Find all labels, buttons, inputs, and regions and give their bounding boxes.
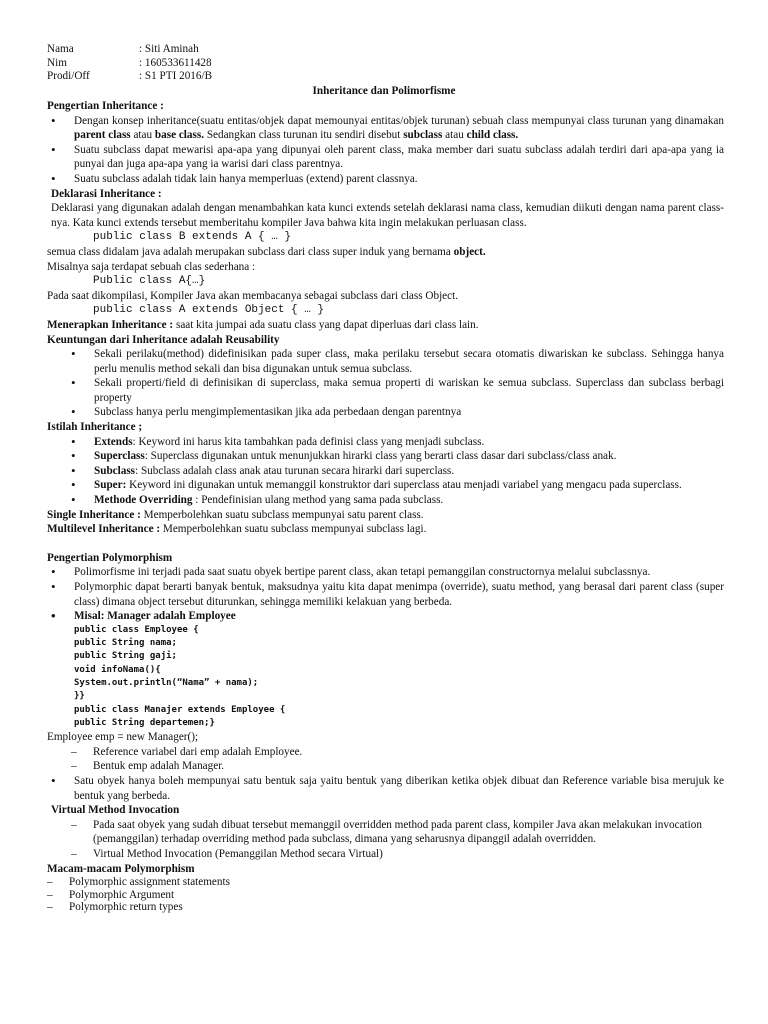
paragraph-single-inheritance — [47, 508, 724, 523]
document-body — [47, 99, 724, 914]
code-snippet: public class B extends A { … } — [93, 231, 292, 244]
inheritance-bullets — [47, 114, 724, 187]
code-line: }} — [74, 691, 85, 702]
text: Memperbolehkan suatu subclass mempunyai subclass lagi. — [160, 523, 427, 536]
bold-text: Single Inheritance : — [47, 508, 141, 521]
emp-dash-list — [47, 745, 724, 774]
code-line: public class Employee { — [74, 624, 199, 635]
spacer — [47, 537, 724, 551]
definition: : Subclass adalah class anak atau turunan secara hirarki dari superclass. — [135, 464, 455, 477]
code-line: public String nama; — [74, 638, 177, 649]
info-row-nama — [47, 42, 212, 56]
list-item — [67, 478, 724, 493]
code-snippet: public class A extends Object { … } — [93, 304, 325, 317]
list-item — [47, 114, 724, 143]
keuntungan-bullets — [47, 347, 724, 420]
text: Sedangkan class turunan itu sendiri disebut — [204, 129, 404, 142]
bold-text: object. — [453, 245, 486, 258]
definition: : Pendefinisian ulang method yang sama pada subclass. — [192, 494, 444, 507]
info-label: Nama — [47, 43, 74, 55]
list-item: • Misal: Manager adalah Employee — [47, 609, 724, 624]
code-line: public String departemen;} — [74, 717, 215, 728]
text: semua class didalam java adalah merupakan subclass dari class super induk yang bernama — [47, 245, 454, 258]
term: Super: — [94, 479, 127, 492]
list-item: • Polymorphic dapat berarti banyak bentuk, maksudnya yaitu kita dapat menimpa (override), suatu method, yang berasal dari parent class (super class) dimana object tersebut diturunkan, sehingga memiliki kelakuan yang berbeda. — [47, 580, 724, 609]
polymorphism-bullets — [47, 565, 724, 623]
info-value: : S1 PTI 2016/B — [139, 70, 213, 83]
text: Memperbolehkan suatu subclass mempunyai satu parent class. — [140, 508, 424, 521]
code-line: public String gaji; — [74, 651, 177, 662]
list-item: – Polymorphic return types — [47, 901, 724, 914]
paragraph — [47, 245, 724, 260]
text: atau — [442, 129, 467, 142]
term: Extends — [94, 435, 133, 448]
info-value: : Siti Aminah — [139, 43, 199, 55]
bold-text: parent class — [74, 129, 131, 142]
list-item: • Satu obyek hanya boleh mempunyai satu bentuk saja yaitu bentuk yang diberikan ketika objek dibuat dan Reference variable bisa merujuk ke bentuk yang berbeda. — [47, 774, 724, 803]
bold-text: Menerapkan Inheritance : — [47, 318, 174, 331]
paragraph: Pada saat dikompilasi, Kompiler Java akan membacanya sebagai subclass dari class Object. — [47, 289, 459, 302]
code-line: public class Manajer extends Employee { — [74, 704, 286, 715]
bold-text: Multilevel Inheritance : — [47, 523, 161, 536]
list-item: • Suatu subclass dapat mewarisi apa-apa yang dipunyai oleh parent class, maka member dari suatu subclass adalah terdiri dari apa-apa yang ia punyai dan juga apa-apa yang ia warisi dari class parentnya. — [47, 143, 724, 172]
student-info — [47, 42, 212, 83]
list-item: – Reference variabel dari emp adalah Employee. — [71, 745, 724, 760]
heading-deklarasi-inheritance: Deklarasi Inheritance : — [51, 187, 162, 200]
text: Dengan konsep inheritance(suatu entitas/objek dapat memounyai entitas/objek turunan) sebuah class mempunyai class turunan yang dinamakan — [74, 114, 724, 127]
term: Superclass — [94, 450, 145, 463]
definition: Keyword ini digunakan untuk memanggil konstruktor dari superclass atau menjadi variabel yang mengacu pada superclass. — [126, 479, 682, 492]
list-item: • Polimorfisme ini terjadi pada saat suatu obyek bertipe parent class, akan tetapi pemanggilan constructornya melalui subclassnya. — [47, 565, 724, 580]
list-item: • Suatu subclass adalah tidak lain hanya memperluas (extend) parent classnya. — [47, 172, 724, 187]
info-row-prodi — [47, 69, 212, 83]
paragraph-menerapkan — [47, 318, 724, 333]
term: Subclass — [94, 464, 136, 477]
info-value: : 160533611428 — [139, 56, 212, 69]
list-item: – Polymorphic Argument — [47, 889, 724, 902]
bold-text: base class. — [154, 129, 205, 142]
definition: : Keyword ini harus kita tambahkan pada definisi class yang menjadi subclass. — [132, 435, 485, 448]
heading-keuntungan: Keuntungan dari Inheritance adalah Reusability — [47, 333, 280, 346]
polymorphism-bullets-2 — [47, 774, 724, 803]
bold-text: subclass — [403, 129, 443, 142]
info-row-nim — [47, 56, 212, 70]
code-line: void infoNama(){ — [74, 664, 161, 675]
list-item: – Polymorphic assignment statements — [47, 876, 724, 889]
paragraph: Deklarasi yang digunakan adalah dengan menambahkan kata kunci extends setelah deklarasi nama class, kemudian diikuti dengan nama parent class-nya. Kata kunci extends tersebut memberitahu kompiler Java bahwa kita ingin melakukan perluasan class. — [51, 202, 724, 229]
code-snippet: Public class A{…} — [93, 275, 206, 288]
list-item: • Sekali properti/field di definisikan di superclass, maka semua properti di wariskan ke semua subclass. Superclass dan subclass berbagi property — [67, 376, 724, 405]
istilah-bullets — [47, 435, 724, 508]
definition: : Superclass digunakan untuk menunjukkan hirarki class yang berarti class dasar dari subclass/class anak. — [144, 450, 617, 463]
paragraph-multilevel-inheritance — [47, 522, 724, 537]
list-item — [67, 435, 724, 450]
heading-pengertian-inheritance: Pengertian Inheritance : — [47, 100, 164, 112]
list-item: • Subclass hanya perlu mengimplementasikan jika ada perbedaan dengan parentnya — [67, 405, 724, 420]
list-item — [67, 449, 724, 464]
bold-text: child class. — [466, 129, 519, 142]
list-item: • Sekali perilaku(method) didefinisikan pada super class, maka perilaku tersebut secara otomatis diwariskan ke subclass. Sehingga hanya perlu menulis method sekali dan bisa digunakan untuk semua subclass. — [67, 347, 724, 376]
list-item: – Pada saat obyek yang sudah dibuat tersebut memanggil overridden method pada parent class, kompiler Java akan melakukan invocation (pemanggilan) terhadap overriding method pada subclass, dimana yang seharusnya dipanggil adalah overridden. — [71, 818, 724, 847]
paragraph: Misalnya saja terdapat sebuah clas sederhana : — [47, 260, 256, 273]
text: saat kita jumpai ada suatu class yang dapat diperluas dari class lain. — [173, 318, 479, 331]
term: Methode Overriding — [94, 494, 193, 507]
macam-dash-list — [47, 876, 724, 914]
vmi-dash-list — [47, 818, 724, 862]
heading-pengertian-polymorphism: Pengertian Polymorphism — [47, 551, 173, 564]
list-item: – Bentuk emp adalah Manager. — [71, 759, 724, 774]
info-label: Nim — [47, 56, 67, 69]
text: atau — [130, 129, 155, 142]
heading-virtual-method-invocation: Virtual Method Invocation — [51, 804, 180, 817]
document-title: Inheritance dan Polimorfisme — [312, 85, 456, 97]
list-item — [67, 493, 724, 508]
list-item: – Virtual Method Invocation (Pemanggilan Method secara Virtual) — [71, 847, 724, 862]
paragraph: Employee emp = new Manager(); — [47, 731, 199, 744]
list-item — [67, 464, 724, 479]
heading-istilah: Istilah Inheritance ; — [47, 421, 143, 434]
info-label: Prodi/Off — [47, 70, 90, 83]
code-block-employee — [47, 624, 724, 730]
code-line: System.out.println(“Nama” + nama); — [74, 677, 259, 688]
heading-macam-polymorphism: Macam-macam Polymorphism — [47, 862, 195, 875]
